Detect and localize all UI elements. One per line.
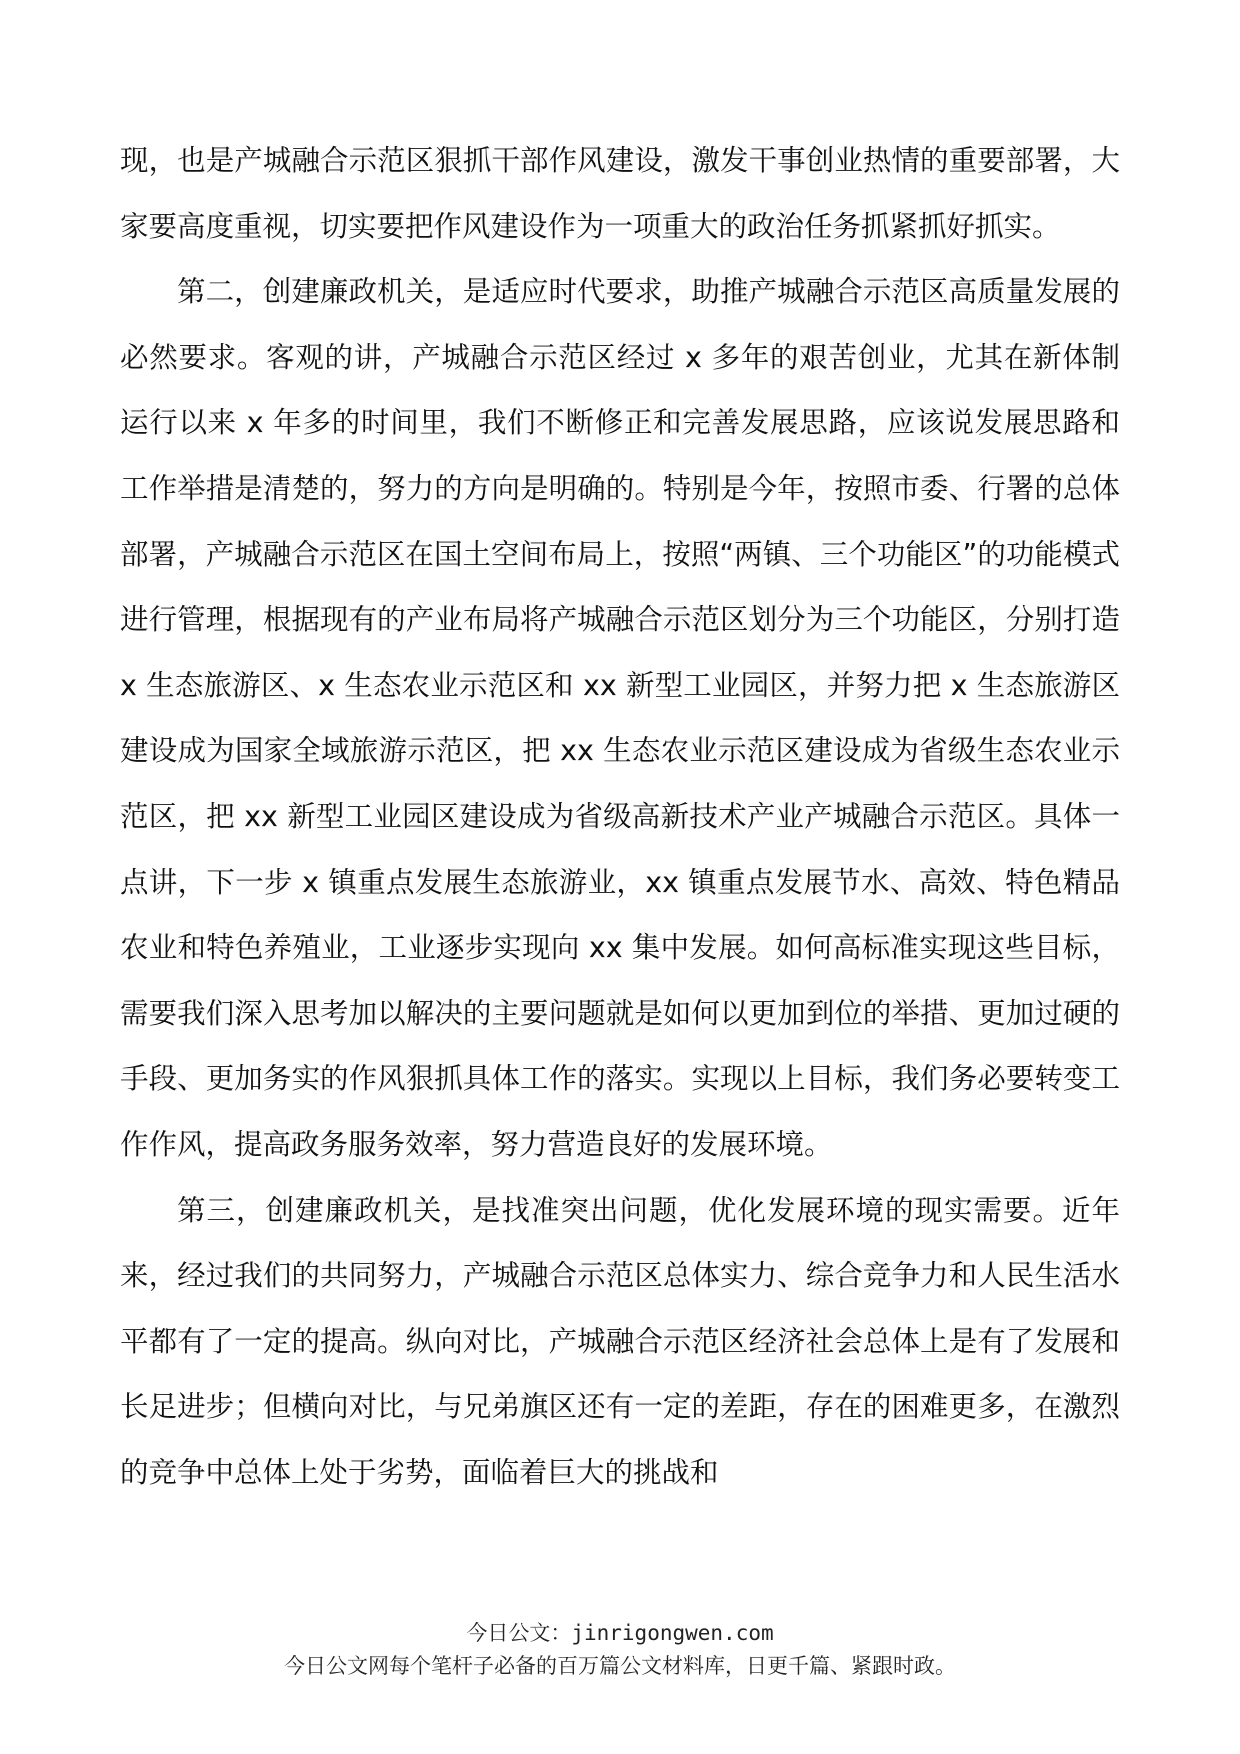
paragraph-second-point: 第二，创建廉政机关，是适应时代要求，助推产城融合示范区高质量发展的必然要求。客观的讲，产城融合示范区经过 x 多年的艰苦创业，尤其在新体制运行以来 x 年多的时间里，我们不断修正和完善发展思路，应该说发展思路和工作举措是清楚的，努力的方向是明确的。特别是今年，按照市委、行署的总体部署，产城融合示范区在国土空间布局上，按照“两镇、三个功能区”的功能模式进行管理，根据现有的产业布局将产城融合示范区划分为三个功能区，分别打造 x 生态旅游区、x 生态农业示范区和 xx 新型工业园区，并努力把 x 生态旅游区建设成为国家全域旅游示范区，把 xx 生态农业示范区建设成为省级生态农业示范区，把 xx 新型工业园区建设成为省级高新技术产业产城融合示范区。具体一点讲，下一步 x 镇重点发展生态旅游业，xx 镇重点发展节水、高效、特色精品农业和特色养殖业，工业逐步实现向 xx 集中发展。如何高标准实现这些目标，需要我们深入思考加以解决的主要问题就是如何以更加到位的举措、更加过硬的手段、更加务实的作风狠抓具体工作的落实。实现以上目标，我们务必要转变工作作风，提高政务服务效率，努力营造良好的发展环境。 (120, 275, 1120, 1161)
footer-slogan: 今日公文网每个笔杆子必备的百万篇公文材料库，日更千篇、紧跟时政。 (284, 1654, 956, 1678)
document-body (120, 128, 1120, 1505)
footer-site-label: 今日公文： (466, 1621, 572, 1645)
paragraph-continuation: 现，也是产城融合示范区狠抓干部作风建设，激发干事创业热情的重要部署，大家要高度重视，切实要把作风建设作为一项重大的政治任务抓紧抓好抓实。 (120, 144, 1120, 243)
footer-site-line (0, 1618, 1240, 1648)
paragraph-third-point: 第三，创建廉政机关，是找准突出问题，优化发展环境的现实需要。近年来，经过我们的共同努力，产城融合示范区总体实力、综合竞争力和人民生活水平都有了一定的提高。纵向对比，产城融合示范区经济社会总体上是有了发展和长足进步；但横向对比，与兄弟旗区还有一定的差距，存在的困难更多，在激烈的竞争中总体上处于劣势，面临着巨大的挑战和 (120, 1193, 1120, 1489)
footer-site-url[interactable]: jinrigongwen.com (571, 1621, 774, 1645)
